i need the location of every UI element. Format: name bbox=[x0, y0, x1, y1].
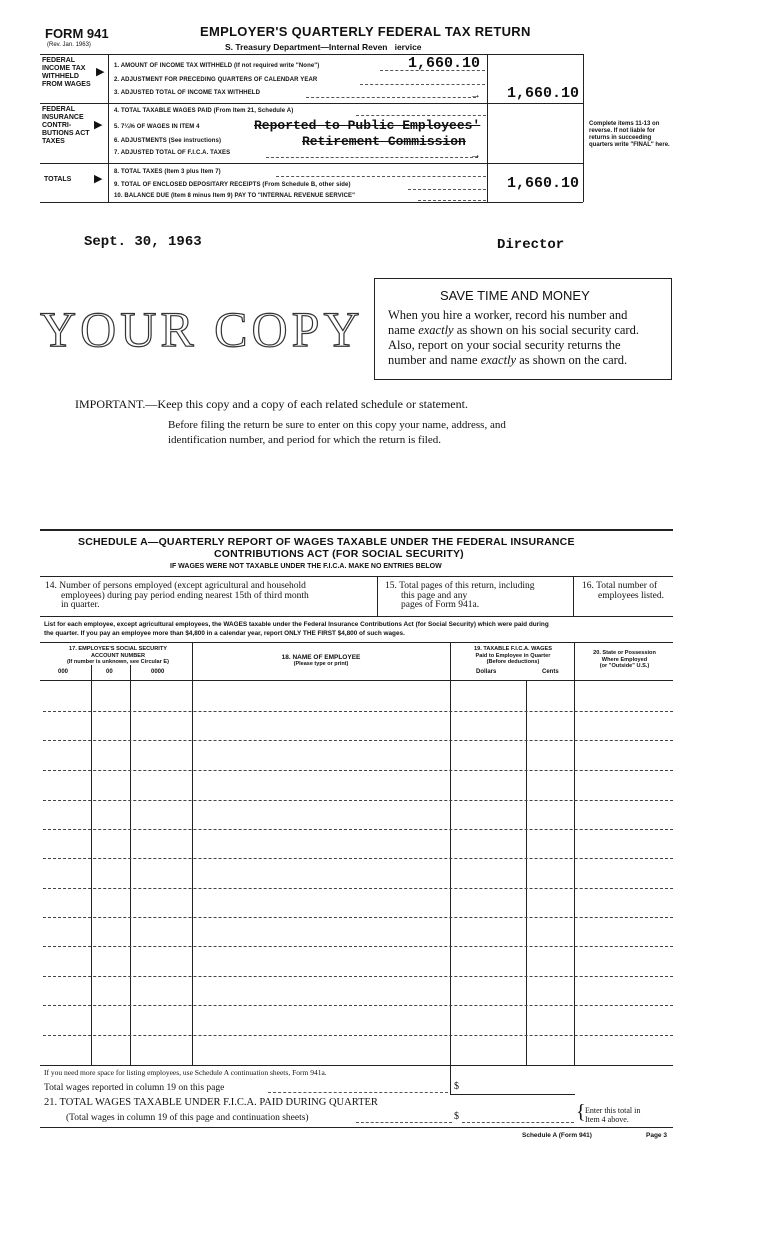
your-copy-stamp: YOUR COPY bbox=[40, 301, 364, 357]
arrow-right-icon: → bbox=[470, 89, 481, 101]
enter-total-note: Enter this total in Item 4 above. bbox=[585, 1106, 641, 1124]
line-9-label: 9. TOTAL OF ENCLOSED DEPOSITARY RECEIPTS (From Schedule B, other side) bbox=[114, 182, 351, 188]
line-3-label: 3. ADJUSTED TOTAL OF INCOME TAX WITHHELD bbox=[114, 90, 261, 96]
line-1-amount: 1,660.10 bbox=[408, 55, 481, 72]
footer-page: Page 3 bbox=[646, 1132, 667, 1139]
line-4-label: 4. TOTAL TAXABLE WAGES PAID (From Item 21, Schedule A) bbox=[114, 108, 294, 114]
section-totals-label: TOTALS bbox=[44, 176, 72, 183]
total-page-dollar: $ bbox=[454, 1081, 459, 1092]
arrow-icon: ▶ bbox=[94, 173, 103, 185]
fica-note-line-2: Retirement Commission bbox=[302, 134, 466, 149]
table-row bbox=[43, 800, 673, 801]
arrow-icon: ▶ bbox=[94, 119, 103, 131]
col-17-digits-2: 00 bbox=[106, 669, 113, 675]
more-space-note: If you need more space for listing employees, use Schedule A continuation sheets, Form 941a. bbox=[44, 1068, 327, 1077]
table-row bbox=[43, 711, 673, 712]
form-title: EMPLOYER'S QUARTERLY FEDERAL TAX RETURN bbox=[200, 24, 531, 39]
signer-title: Director bbox=[497, 237, 565, 253]
important-line-1: IMPORTANT.—Keep this copy and a copy of each related schedule or statement. bbox=[75, 397, 468, 411]
table-row bbox=[43, 888, 673, 889]
important-line-3: identification number, and period for which the return is filed. bbox=[168, 434, 441, 446]
item-21-label: 21. TOTAL WAGES TAXABLE UNDER F.I.C.A. PAID DURING QUARTER bbox=[44, 1097, 378, 1108]
line-1-label: 1. AMOUNT OF INCOME TAX WITHHELD (If not required write "None") bbox=[114, 63, 320, 69]
arrow-icon: ▶ bbox=[96, 66, 105, 78]
schedule-subtitle: IF WAGES WERE NOT TAXABLE UNDER THE F.I.C.A. MAKE NO ENTRIES BELOW bbox=[170, 563, 442, 570]
schedule-instructions: List for each employee, except agricultural employees, the WAGES taxable under the Federal Insurance Contributions Act (for Social Security) which were paid during the quarter. If you pay an employee more than $4,800 in a calendar year, report ONLY THE FIRST $4,800 of such wages. bbox=[44, 621, 549, 637]
section-income-tax-label: FEDERAL INCOME TAX WITHHELD FROM WAGES bbox=[42, 57, 91, 88]
col-17-header: 17. EMPLOYEE'S SOCIAL SECURITY ACCOUNT NUMBER (If number is unknown, see Circular E) bbox=[67, 646, 169, 665]
important-line-2: Before filing the return be sure to enter on this copy your name, address, and bbox=[168, 419, 506, 431]
table-row bbox=[43, 770, 673, 771]
brace-glyph: { bbox=[576, 1101, 586, 1123]
line-6-label: 6. ADJUSTMENTS (See instructions) bbox=[114, 138, 222, 144]
table-row bbox=[43, 829, 673, 830]
col-18-header: 18. NAME OF EMPLOYEE (Please type or print) bbox=[281, 654, 361, 667]
table-row bbox=[43, 1005, 673, 1006]
col-20-header: 20. State or Possession Where Employed (or "Outside" U.S.) bbox=[593, 650, 656, 669]
col-19-dollars: Dollars bbox=[476, 669, 497, 675]
section-fica-label: FEDERAL INSURANCE CONTRI- BUTIONS ACT TAXES bbox=[42, 106, 90, 145]
save-time-text: When you hire a worker, record his number and name exactly as shown on his social security card. Also, report on your social security returns the number and name exactly as shown on the card. bbox=[388, 308, 639, 367]
col-19-cents: Cents bbox=[542, 669, 559, 675]
item-21-subtext: (Total wages in column 19 of this page and continuation sheets) bbox=[66, 1113, 309, 1123]
item-14-text: 14. Number of persons employed (except agricultural and household employees) during pay period ending nearest 15th of third month in quarter. bbox=[45, 581, 309, 610]
side-note: Complete items 11-13 on reverse. If not liable for returns in succeeding quarters write "FINAL" here. bbox=[589, 121, 670, 148]
department-line: S. Treasury Department—Internal Reven iervice bbox=[225, 42, 422, 52]
form-revision: (Rev. Jan. 1963) bbox=[47, 42, 91, 48]
table-row bbox=[43, 740, 673, 741]
item-15-text: 15. Total pages of this return, including this page and any pages of Form 941a. bbox=[385, 581, 535, 610]
total-page-label: Total wages reported in column 19 on this page bbox=[44, 1083, 225, 1093]
table-row bbox=[43, 946, 673, 947]
table-row bbox=[43, 976, 673, 977]
col-19-header: 19. TAXABLE F.I.C.A. WAGES Paid to Employee in Quarter (Before deductions) bbox=[474, 646, 552, 665]
line-9-amount: 1,660.10 bbox=[507, 175, 580, 192]
return-date: Sept. 30, 1963 bbox=[84, 234, 202, 250]
table-row bbox=[43, 1035, 673, 1036]
arrow-right-icon: → bbox=[470, 149, 481, 161]
line-2-label: 2. ADJUSTMENT FOR PRECEDING QUARTERS OF CALENDAR YEAR bbox=[114, 77, 318, 83]
col-17-digits-3: 0000 bbox=[151, 669, 165, 675]
save-time-heading: SAVE TIME AND MONEY bbox=[440, 288, 590, 303]
table-row bbox=[43, 858, 673, 859]
col-17-digits-1: 000 bbox=[58, 669, 69, 675]
form-number: FORM 941 bbox=[45, 26, 109, 41]
table-row bbox=[43, 917, 673, 918]
line-7-label: 7. ADJUSTED TOTAL OF F.I.C.A. TAXES bbox=[114, 150, 231, 156]
line-8-label: 8. TOTAL TAXES (Item 3 plus Item 7) bbox=[114, 169, 221, 175]
line-10-label: 10. BALANCE DUE (Item 8 minus Item 9) PAY TO "INTERNAL REVENUE SERVICE" bbox=[114, 193, 356, 199]
line-5-label: 5. 7¼% OF WAGES IN ITEM 4 bbox=[114, 124, 200, 130]
schedule-title-line-2: CONTRIBUTIONS ACT (FOR SOCIAL SECURITY) bbox=[214, 548, 464, 560]
item-16-text: 16. Total number of employees listed. bbox=[582, 581, 664, 601]
footer-form: Schedule A (Form 941) bbox=[522, 1132, 592, 1139]
item-21-dollar: $ bbox=[454, 1111, 459, 1122]
fica-note-line-1: Reported to Public Employees' bbox=[254, 118, 481, 133]
line-3-amount: 1,660.10 bbox=[507, 85, 580, 102]
schedule-title-line-1: SCHEDULE A—QUARTERLY REPORT OF WAGES TAXABLE UNDER THE FEDERAL INSURANCE bbox=[78, 536, 575, 548]
